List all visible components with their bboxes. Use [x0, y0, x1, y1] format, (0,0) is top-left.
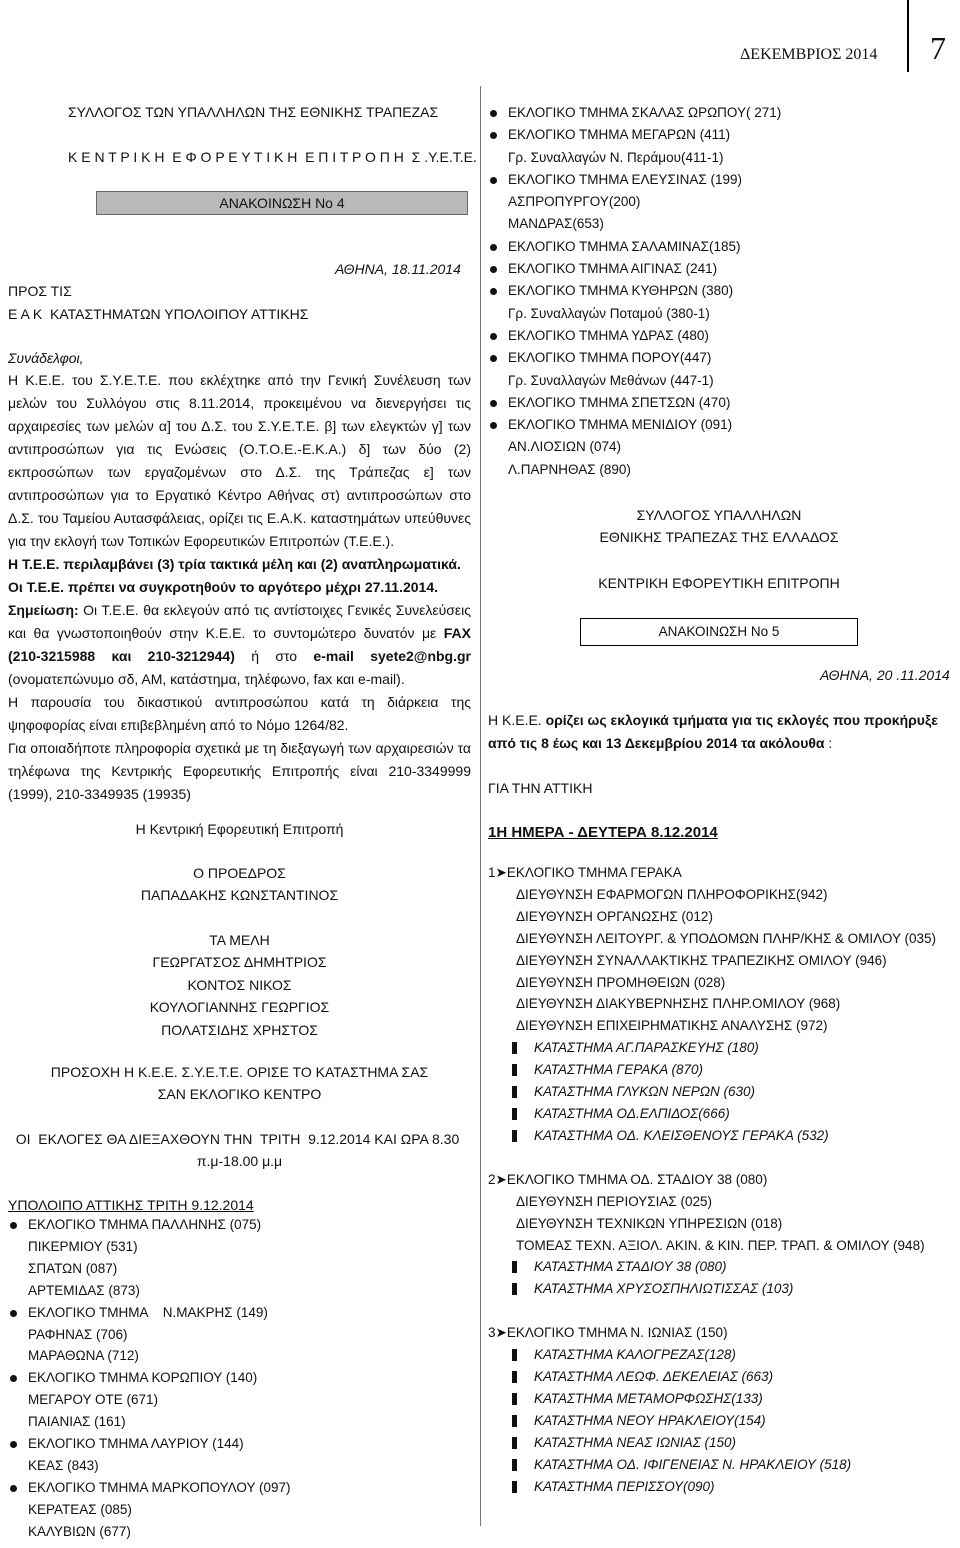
- member-name: ΓΕΩΡΓΑΤΣΟΣ ΔΗΜΗΤΡΙΟΣ: [152, 954, 327, 970]
- signature-committee: Η Κεντρική Εφορευτική Επιτροπή: [135, 821, 344, 837]
- body-text-3: Για οποιαδήποτε πληροφορία σχετικά με τη διεξαγωγή των αρχαιρεσιών τα τηλέφωνα της Κεντρικής Εφορευτικής Επιτροπής είναι 210-3349999 (1999), 210-3349935 (19935): [8, 740, 471, 802]
- member-name: ΚΟΝΤΟΣ ΝΙΚΟΣ: [187, 976, 292, 993]
- list-subitem: ΣΠΑΤΩΝ (087): [28, 1260, 118, 1276]
- directorate-item: ΔΙΕΥΘΥΝΣΗ ΛΕΙΤΟΥΡΓ. & ΥΠΟΔΟΜΩΝ ΠΛΗΡ/ΚΗΣ & ΟΜΙΛΟΥ (035): [516, 930, 936, 946]
- list-subitem: ΚΕΑΣ (843): [28, 1457, 99, 1473]
- store-item: ΚΑΤΑΣΤΗΜΑ ΓΛΥΚΩΝ ΝΕΡΩΝ (630): [508, 1081, 950, 1103]
- list-subitem: ΠΑΙΑΝΙΑΣ (161): [28, 1414, 126, 1430]
- directorate-item: ΔΙΕΥΘΥΝΣΗ ΔΙΑΚΥΒΕΡΝΗΣΗΣ ΠΛΗΡ.ΟΜΙΛΟΥ (968): [516, 996, 841, 1012]
- members-title: ΤΑ ΜΕΛΗ: [209, 932, 270, 948]
- arrow-icon: ➤: [495, 865, 507, 880]
- store-item: ΚΑΤΑΣΤΗΜΑ ΛΕΩΦ. ΔΕΚΕΛΕΙΑΣ (663): [508, 1366, 950, 1388]
- announcement-date: ΑΘΗΝΑ, 18.11.2014: [335, 261, 461, 277]
- recipient-line-2: Ε Α Κ ΚΑΤΑΣΤΗΜΑΤΩΝ ΥΠΟΛΟΙΠΟΥ ΑΤΤΙΚΗΣ: [8, 306, 309, 322]
- region-title: ΓΙΑ ΤΗΝ ΑΤΤΙΚΗ: [488, 780, 593, 796]
- section-title: ΕΚΛΟΓΙΚΟ ΤΜΗΜΑ Ν. ΙΩΝΙΑΣ (150): [506, 1325, 728, 1341]
- header-divider: [907, 0, 909, 72]
- org2-line-1: ΣΥΛΛΟΓΟΣ ΥΠΑΛΛΗΛΩΝ: [636, 507, 802, 523]
- list-subitem: ΚΕΡΑΤΕΑΣ (085): [28, 1501, 132, 1517]
- intro-normal: Η Κ.Ε.Ε.: [488, 712, 546, 728]
- announcement2-box: ΑΝΑΚΟΙΝΩΣΗ Νο 5: [580, 618, 858, 646]
- list-subitem: ΜΑΝΔΡΑΣ(653): [508, 216, 604, 232]
- elections-line-1: ΟΙ ΕΚΛΟΓΕΣ ΘΑ ΔΙΕΞΑΧΘΟΥΝ ΤΗΝ ΤΡΙΤΗ 9.12.2014 ΚΑΙ ΩΡΑ 8.30: [15, 1131, 460, 1147]
- directorate-item: ΔΙΕΥΘΥΝΣΗ ΕΦΑΡΜΟΓΩΝ ΠΛΗΡΟΦΟΡΙΚΗΣ(942): [516, 886, 828, 902]
- section-number: 2: [488, 1171, 496, 1187]
- directorate-item: ΤΟΜΕΑΣ ΤΕΧΝ. ΑΞΙΟΛ. ΑΚΙΝ. & ΚΙΝ. ΠΕΡ. ΤΡΑΠ. & ΟΜΙΛΟΥ (948): [516, 1237, 925, 1253]
- member-name: ΠΟΛΑΤΣΙΔΗΣ ΧΡΗΣΤΟΣ: [161, 1021, 318, 1038]
- column-divider: [480, 86, 481, 1526]
- polling-list-top: [488, 102, 950, 481]
- org-title: ΣΥΛΛΟΓΟΣ ΤΩΝ ΥΠΑΛΛΗΛΩΝ ΤΗΣ ΕΘΝΙΚΗΣ ΤΡΑΠΕΖΑΣ: [68, 104, 439, 120]
- header-month: ΔΕΚΕΜΒΡΙΟΣ 2014: [740, 46, 878, 63]
- note-tail: (ονοματεπώνυμο σδ, ΑΜ, κατάστημα, τηλέφωνο, fax και e-mail).: [8, 671, 405, 687]
- attention-line-1: ΠΡΟΣΟΧΗ Η Κ.Ε.Ε. Σ.Υ.Ε.Τ.Ε. ΟΡΙΣΕ ΤΟ ΚΑΤΑΣΤΗΜΑ ΣΑΣ: [50, 1064, 429, 1080]
- elections-line-2: π.μ-18.00 μ.μ: [196, 1153, 283, 1169]
- section-title: ΕΚΛΟΓΙΚΟ ΤΜΗΜΑ ΓΕΡΑΚΑ: [506, 865, 682, 880]
- list-item: ΕΚΛΟΓΙΚΟ ΤΜΗΜΑ ΥΔΡΑΣ (480): [488, 325, 950, 347]
- greeting: Συνάδελφοι,: [8, 350, 84, 366]
- list-subitem: ΚΑΛΥΒΙΩΝ (677): [28, 1523, 131, 1539]
- list-item: ΕΚΛΟΓΙΚΟ ΤΜΗΜΑ ΚΥΘΗΡΩΝ (380): [488, 280, 950, 302]
- store-item: ΚΑΤΑΣΤΗΜΑ ΣΤΑΔΙΟΥ 38 (080): [508, 1256, 950, 1278]
- members-list: [8, 951, 471, 1041]
- store-item: ΚΑΤΑΣΤΗΜΑ ΝΕΑΣ ΙΩΝΙΑΣ (150): [508, 1432, 950, 1454]
- note-label: Σημείωση:: [8, 602, 79, 618]
- list-subitem: ΠΙΚΕΡΜΙΟΥ (531): [28, 1238, 138, 1254]
- list-item: ΕΚΛΟΓΙΚΟ ΤΜΗΜΑ ΠΟΡΟΥ(447): [488, 347, 950, 369]
- body-text-2: Η παρουσία του δικαστικού αντιπροσώπου κατά τη διάρκεια της ψηφοφορίας είναι επιβεβλημένη από το Νόμο 1264/82.: [8, 694, 471, 733]
- note-fax: FAX (210-3215988 και 210-3212944): [8, 625, 471, 664]
- body-paragraph-1: [8, 369, 471, 806]
- note-text: Οι Τ.Ε.Ε. θα εκλεγούν από τις αντίστοιχες Γενικές Συνελεύσεις και θα γνωστοποιηθούν στην Κ.Ε.Ε. το συντομώτερο δυνατόν με: [8, 602, 471, 641]
- list-subitem: Γρ. Συναλλαγών Ποταμού (380-1): [508, 305, 710, 321]
- list-item: ΕΚΛΟΓΙΚΟ ΤΜΗΜΑ ΑΙΓΙΝΑΣ (241): [488, 258, 950, 280]
- store-item: ΚΑΤΑΣΤΗΜΑ ΚΑΛΟΓΡΕΖΑΣ(128): [508, 1344, 950, 1366]
- list-item: ΕΚΛΟΓΙΚΟ ΤΜΗΜΑ ΣΚΑΛΑΣ ΩΡΩΠΟΥ( 271): [488, 102, 950, 124]
- day1-sections: [488, 862, 950, 1497]
- rest-attica-title: ΥΠΟΛΟΙΠΟ ΑΤΤΙΚΗΣ ΤΡΙΤΗ 9.12.2014: [8, 1197, 254, 1213]
- president-title: Ο ΠΡΟΕΔΡΟΣ: [193, 865, 286, 881]
- recipient-line-1: ΠΡΟΣ ΤΙΣ: [8, 283, 72, 299]
- list-subitem: ΑΝ.ΛΙΟΣΙΩΝ (074): [508, 439, 621, 455]
- note-mid: ή στο: [234, 648, 314, 664]
- intro-paragraph: [488, 709, 950, 755]
- section-number: 1: [488, 865, 496, 880]
- intro-bold: ορίζει ως εκλογικά τμήματα για τις εκλογές που προκήρυξε από τις 8 έως και 13 Δεκεμβρίου 2014 τα ακόλουθα: [488, 712, 938, 751]
- store-item: ΚΑΤΑΣΤΗΜΑ ΠΕΡΙΣΣΟΥ(090): [508, 1476, 950, 1498]
- store-item: ΚΑΤΑΣΤΗΜΑ ΟΔ.ΕΛΠΙΔΟΣ(666): [508, 1103, 950, 1125]
- member-name: ΚΟΥΛΟΓΙΑΝΝΗΣ ΓΕΩΡΓΙΟΣ: [149, 999, 330, 1015]
- section-title: ΕΚΛΟΓΙΚΟ ΤΜΗΜΑ ΟΔ. ΣΤΑΔΙΟΥ 38 (080): [506, 1171, 768, 1187]
- store-item: ΚΑΤΑΣΤΗΜΑ ΟΔ. ΚΛΕΙΣΘΕΝΟΥΣ ΓΕΡΑΚΑ (532): [508, 1125, 950, 1147]
- store-item: ΚΑΤΑΣΤΗΜΑ ΝΕΟΥ ΗΡΑΚΛΕΙΟΥ(154): [508, 1410, 950, 1432]
- section-header: [488, 1169, 950, 1191]
- tee-deadline: Οι Τ.Ε.Ε. πρέπει να συγκροτηθούν το αργότερο μέχρι 27.11.2014.: [8, 579, 439, 595]
- list-subitem: Γρ. Συναλλαγών Ν. Περάμου(411-1): [508, 149, 724, 165]
- tee-composition: Η Τ.Ε.Ε. περιλαμβάνει (3) τρία τακτικά μέλη και (2) αναπληρωματικά.: [8, 556, 461, 572]
- list-subitem: Γρ. Συναλλαγών Μεθάνων (447-1): [508, 372, 714, 388]
- list-subitem: ΡΑΦΗΝΑΣ (706): [28, 1326, 128, 1342]
- announcement-box: ΑΝΑΚΟΙΝΩΣΗ Νο 4: [96, 191, 468, 215]
- org2-line-2: ΕΘΝΙΚΗΣ ΤΡΑΠΕΖΑΣ ΤΗΣ ΕΛΛΑΔΟΣ: [599, 529, 839, 545]
- announcement2-date: ΑΘΗΝΑ, 20 .11.2014: [820, 667, 950, 683]
- committee2-title: ΚΕΝΤΡΙΚΗ ΕΦΟΡΕΥΤΙΚΗ ΕΠΙΤΡΟΠΗ: [598, 575, 840, 591]
- list-item: ΕΚΛΟΓΙΚΟ ΤΜΗΜΑ Ν.ΜΑΚΡΗΣ (149): [8, 1302, 471, 1324]
- list-subitem: ΜΕΓΑΡΟΥ ΟΤΕ (671): [28, 1392, 159, 1408]
- note-email[interactable]: e-mail syete2@nbg.gr: [313, 648, 472, 664]
- list-item: ΕΚΛΟΓΙΚΟ ΤΜΗΜΑ ΜΑΡΚΟΠΟΥΛΟΥ (097): [8, 1477, 471, 1499]
- list-item: ΕΚΛΟΓΙΚΟ ΤΜΗΜΑ ΕΛΕΥΣΙΝΑΣ (199): [488, 169, 950, 191]
- section-header: [488, 862, 950, 884]
- list-item: ΕΚΛΟΓΙΚΟ ΤΜΗΜΑ ΣΠΕΤΣΩΝ (470): [488, 392, 950, 414]
- directorate-item: ΔΙΕΥΘΥΝΣΗ ΤΕΧΝΙΚΩΝ ΥΠΗΡΕΣΙΩΝ (018): [516, 1215, 783, 1231]
- list-item: ΕΚΛΟΓΙΚΟ ΤΜΗΜΑ ΛΑΥΡΙΟΥ (144): [8, 1433, 471, 1455]
- arrow-icon: ➤: [495, 1325, 507, 1341]
- directorate-item: ΔΙΕΥΘΥΝΣΗ ΠΕΡΙΟΥΣΙΑΣ (025): [516, 1193, 712, 1209]
- committee-title: Κ Ε Ν Τ Ρ Ι Κ Η Ε Φ Ο Ρ Ε Υ Τ Ι Κ Η Ε Π Ι Τ Ρ Ο Π Η Σ .Υ.Ε.Τ.Ε.: [68, 149, 477, 165]
- section-header: [488, 1322, 950, 1344]
- rest-attica-list: [8, 1214, 471, 1543]
- store-item: ΚΑΤΑΣΤΗΜΑ ΟΔ. ΙΦΙΓΕΝΕΙΑΣ Ν. ΗΡΑΚΛΕΙΟΥ (518): [508, 1454, 950, 1476]
- list-subitem: ΑΣΠΡΟΠΥΡΓΟΥ(200): [508, 194, 641, 210]
- store-item: ΚΑΤΑΣΤΗΜΑ ΑΓ.ΠΑΡΑΣΚΕΥΗΣ (180): [508, 1037, 950, 1059]
- list-item: ΕΚΛΟΓΙΚΟ ΤΜΗΜΑ ΠΑΛΛΗΝΗΣ (075): [8, 1214, 471, 1236]
- intro-tail: :: [824, 735, 833, 751]
- store-item: ΚΑΤΑΣΤΗΜΑ ΧΡΥΣΟΣΠΗΛΙΩΤΙΣΣΑΣ (103): [508, 1278, 950, 1300]
- page-number: 7: [930, 30, 946, 66]
- day1-title: 1Η ΗΜΕΡΑ - ΔΕΥΤΕΡΑ 8.12.2014: [488, 824, 718, 841]
- list-item: ΕΚΛΟΓΙΚΟ ΤΜΗΜΑ ΚΟΡΩΠΙΟΥ (140): [8, 1367, 471, 1389]
- section-number: 3: [488, 1325, 496, 1341]
- attention-line-2: ΣΑΝ ΕΚΛΟΓΙΚΟ ΚΕΝΤΡΟ: [157, 1086, 322, 1102]
- list-subitem: ΑΡΤΕΜΙΔΑΣ (873): [28, 1282, 140, 1298]
- directorate-item: ΔΙΕΥΘΥΝΣΗ ΕΠΙΧΕΙΡΗΜΑΤΙΚΗΣ ΑΝΑΛΥΣΗΣ (972): [516, 1018, 828, 1034]
- directorate-item: ΔΙΕΥΘΥΝΣΗ ΠΡΟΜΗΘΕΙΩΝ (028): [516, 974, 726, 990]
- directorate-item: ΔΙΕΥΘΥΝΣΗ ΟΡΓΑΝΩΣΗΣ (012): [516, 908, 713, 924]
- store-item: ΚΑΤΑΣΤΗΜΑ ΓΕΡΑΚΑ (870): [508, 1059, 950, 1081]
- arrow-icon: ➤: [495, 1171, 507, 1187]
- body-text-1: Η Κ.Ε.Ε. του Σ.Υ.Ε.Τ.Ε. που εκλέχτηκε από την Γενική Συνέλευση των μελών του Συλλόγου στις 8.11.2014, προκειμένου να διενεργήσει τις αρχαιρεσίες των μελών α] του Δ.Σ. του Σ.Υ.Ε.Τ.Ε. β] των ελεγκτών γ] των αντιπροσώπων για τις Ενώσεις (Ο.Τ.Ο.Ε.-Ε.Κ.Α.) δ] των δύο (2) εκπροσώπων των εργαζομένων στο Δ.Σ. της Τράπεζας ε] των αντιπροσώπων για το Εργατικό Κέντρο Αθήνας στ) αντιπροσώπων στο Δ.Σ. του Ταμείου Αυτασφάλειας, ορίζει τις Ε.Α.Κ. καταστημάτων υπεύθυνες για την εκλογή των Τοπικών Εφορευτικών Επιτροπών (Τ.Ε.Ε.).: [8, 372, 471, 549]
- list-item: ΕΚΛΟΓΙΚΟ ΤΜΗΜΑ ΜΕΝΙΔΙΟΥ (091): [488, 414, 950, 436]
- directorate-item: ΔΙΕΥΘΥΝΣΗ ΣΥΝΑΛΛΑΚΤΙΚΗΣ ΤΡΑΠΕΖΙΚΗΣ ΟΜΙΛΟΥ (946): [516, 952, 887, 968]
- store-item: ΚΑΤΑΣΤΗΜΑ ΜΕΤΑΜΟΡΦΩΣΗΣ(133): [508, 1388, 950, 1410]
- list-subitem: ΜΑΡΑΘΩΝΑ (712): [28, 1348, 139, 1364]
- list-subitem: Λ.ΠΑΡΝΗΘΑΣ (890): [508, 461, 631, 477]
- president-name: ΠΑΠΑΔΑΚΗΣ ΚΩΝΣΤΑΝΤΙΝΟΣ: [140, 887, 339, 903]
- list-item: ΕΚΛΟΓΙΚΟ ΤΜΗΜΑ ΣΑΛΑΜΙΝΑΣ(185): [488, 236, 950, 258]
- list-item: ΕΚΛΟΓΙΚΟ ΤΜΗΜΑ ΜΕΓΑΡΩΝ (411): [488, 124, 950, 146]
